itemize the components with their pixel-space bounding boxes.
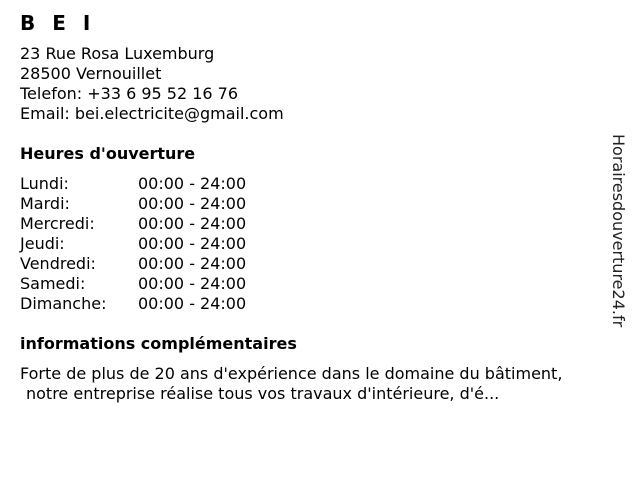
day-label: Mercredi: <box>20 214 95 233</box>
time-range: 00:00 - 24:00 <box>138 174 247 193</box>
time-range: 00:00 - 24:00 <box>138 294 247 313</box>
description-line: notre entreprise réalise tous vos travaux d'intérieure, d'é... <box>26 384 500 403</box>
address-block <box>20 44 284 124</box>
day-label: Lundi: <box>20 174 69 193</box>
time-range: 00:00 - 24:00 <box>138 274 247 293</box>
info-heading: informations complémentaires <box>20 334 297 353</box>
day-label: Mardi: <box>20 194 70 213</box>
phone-line: Telefon: +33 6 95 52 16 76 <box>20 84 239 103</box>
day-label: Vendredi: <box>20 254 96 273</box>
time-range: 00:00 - 24:00 <box>138 214 247 233</box>
day-label: Jeudi: <box>20 234 65 253</box>
business-name: B E I <box>20 11 96 35</box>
description-text <box>20 364 562 404</box>
day-label: Dimanche: <box>20 294 107 313</box>
street-address: 23 Rue Rosa Luxemburg <box>20 44 215 63</box>
email-line: Email: bei.electricite@gmail.com <box>20 104 284 123</box>
postal-city: 28500 Vernouillet <box>20 64 162 83</box>
day-label: Samedi: <box>20 274 86 293</box>
site-watermark: Horairesdouverture24.fr <box>609 134 628 328</box>
time-range: 00:00 - 24:00 <box>138 234 247 253</box>
watermark-container <box>598 134 638 344</box>
hours-heading: Heures d'ouverture <box>20 144 196 163</box>
time-range: 00:00 - 24:00 <box>138 254 247 273</box>
description-line: Forte de plus de 20 ans d'expérience dans le domaine du bâtiment, <box>20 364 563 383</box>
time-range: 00:00 - 24:00 <box>138 194 247 213</box>
